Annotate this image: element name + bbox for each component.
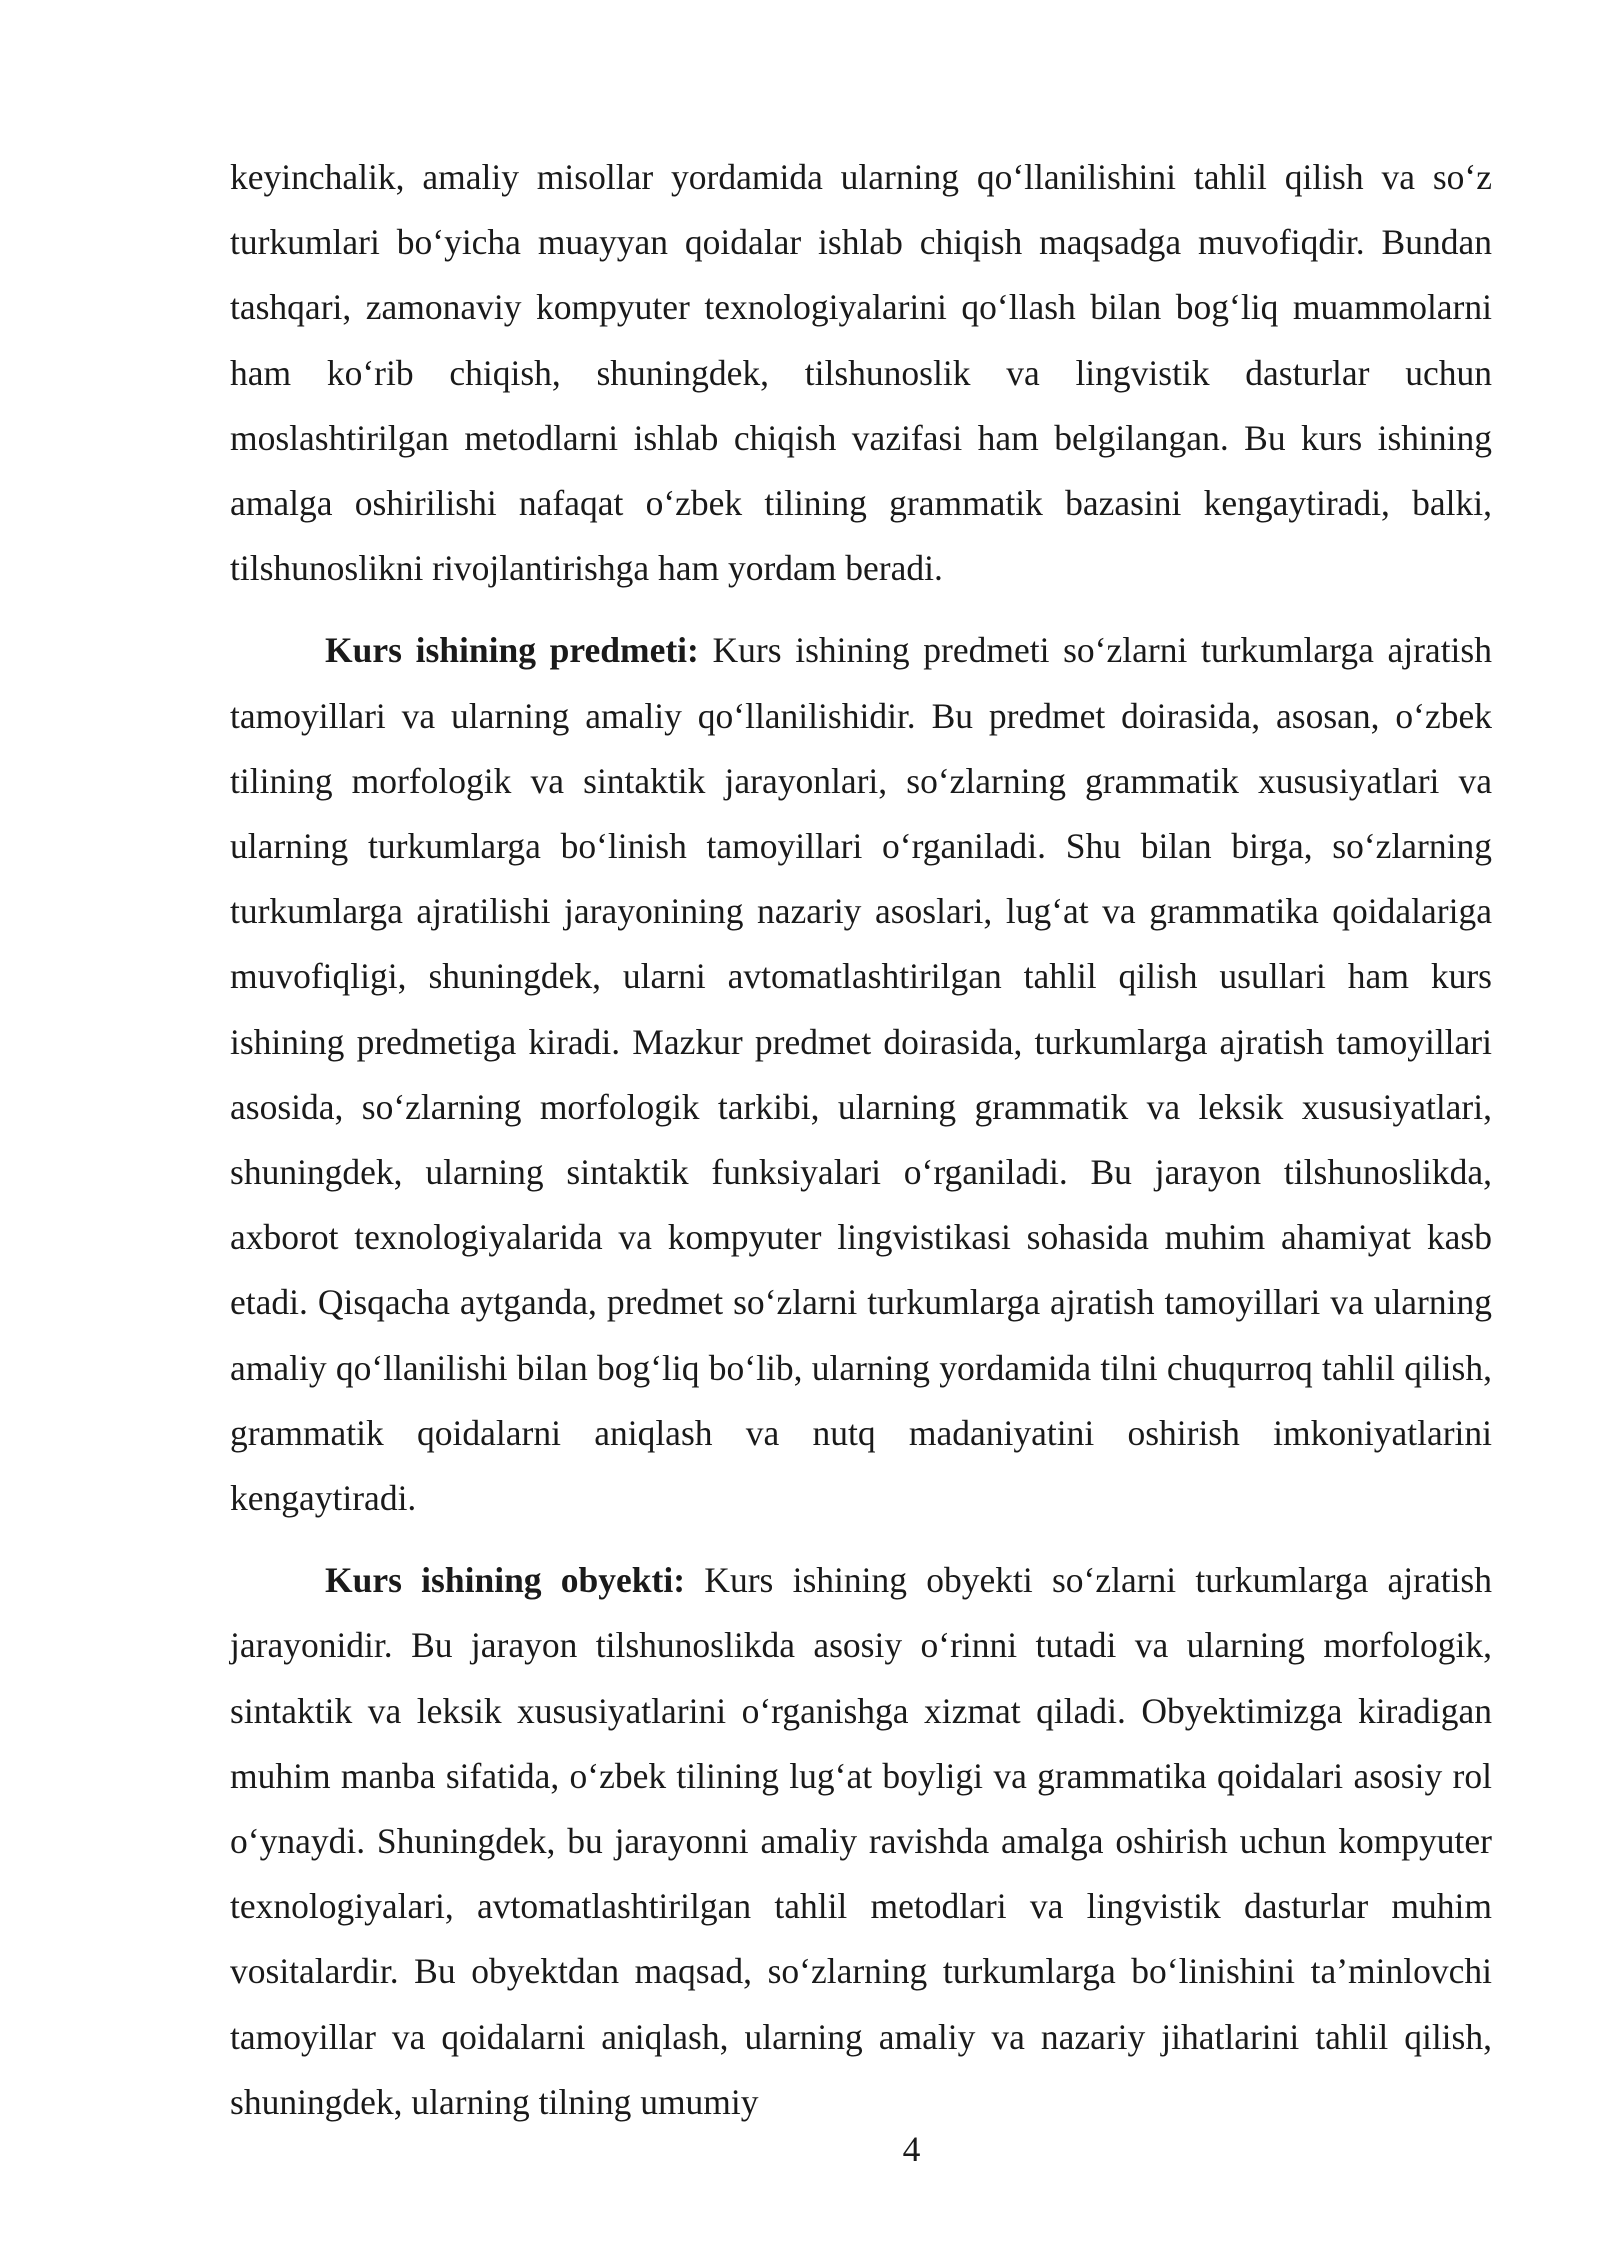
document-page [230,145,1492,2135]
predmet-heading: Kurs ishining predmeti: [325,630,699,671]
paragraph-intro-text: keyinchalik, amaliy misollar yordamida ularning qo‘llanilishini tahlil qilish va so‘z turkumlari bo‘yicha muayyan qoidalar ishlab chiqish maqsadga muvofiqdir. Bundan tashqari, zamonaviy kompyuter texnologiyalarini qo‘llash bilan bog‘liq muammolarni ham ko‘rib chiqish, shuningdek, tilshunoslik va lingvistik dasturlar uchun moslashtirilgan metodlarni ishlab chiqish vazifasi ham belgilangan. Bu kurs ishining amalga oshirilishi nafaqat o‘zbek tilining grammatik bazasini kengaytiradi, balki, tilshunoslikni rivojlantirishga ham yordam beradi. [230,157,1492,589]
predmet-text: Kurs ishining predmeti so‘zlarni turkumlarga ajratish tamoyillari va ularning amaliy qo‘llanilishidir. Bu predmet doirasida, asosan, o‘zbek tilining morfologik va sintaktik jarayonlari, so‘zlarning grammatik xususiyatlari va ularning turkumlarga bo‘linish tamoyillari o‘rganiladi. Shu bilan birga, so‘zlarning turkumlarga ajratilishi jarayonining nazariy asoslari, lug‘at va grammatika qoidalariga muvofiqligi, shuningdek, ularni avtomatlashtirilgan tahlil qilish usullari ham kurs ishining predmetiga kiradi. Mazkur predmet doirasida, turkumlarga ajratish tamoyillari asosida, so‘zlarning morfologik tarkibi, ularning grammatik va leksik xususiyatlari, shuningdek, ularning sintaktik funksiyalari o‘rganiladi. Bu jarayon tilshunoslikda, axborot texnologiyalarida va kompyuter lingvistikasi sohasida muhim ahamiyat kasb etadi. Qisqacha aytganda, predmet so‘zlarni turkumlarga ajratish tamoyillari va ularning amaliy qo‘llanilishi bilan bog‘liq bo‘lib, ularning yordamida tilni chuqurroq tahlil qilish, grammatik qoidalarni aniqlash va nutq madaniyatini oshirish imkoniyatlarini kengaytiradi. [230,630,1492,1519]
paragraph-predmet [230,618,1492,1531]
obyekt-heading: Kurs ishining obyekti: [325,1560,686,1601]
paragraph-intro [230,145,1492,601]
obyekt-text: Kurs ishining obyekti so‘zlarni turkumlarga ajratish jarayonidir. Bu jarayon tilshunoslikda asosiy o‘rinni tutadi va ularning morfologik, sintaktik va leksik xususiyatlarini o‘rganishga xizmat qiladi. Obyektimizga kiradigan muhim manba sifatida, o‘zbek tilining lug‘at boyligi va grammatika qoidalari asosiy rol o‘ynaydi. Shuningdek, bu jarayonni amaliy ravishda amalga oshirish uchun kompyuter texnologiyalari, avtomatlashtirilgan tahlil metodlari va lingvistik dasturlar muhim vositalardir. Bu obyektdan maqsad, so‘zlarning turkumlarga bo‘linishini ta’minlovchi tamoyillar va qoidalarni aniqlash, ularning amaliy va nazariy jihatlarini tahlil qilish, shuningdek, ularning tilning umumiy [230,1560,1492,2122]
paragraph-obyekt [230,1548,1492,2135]
page-number: 4 [902,2129,921,2169]
